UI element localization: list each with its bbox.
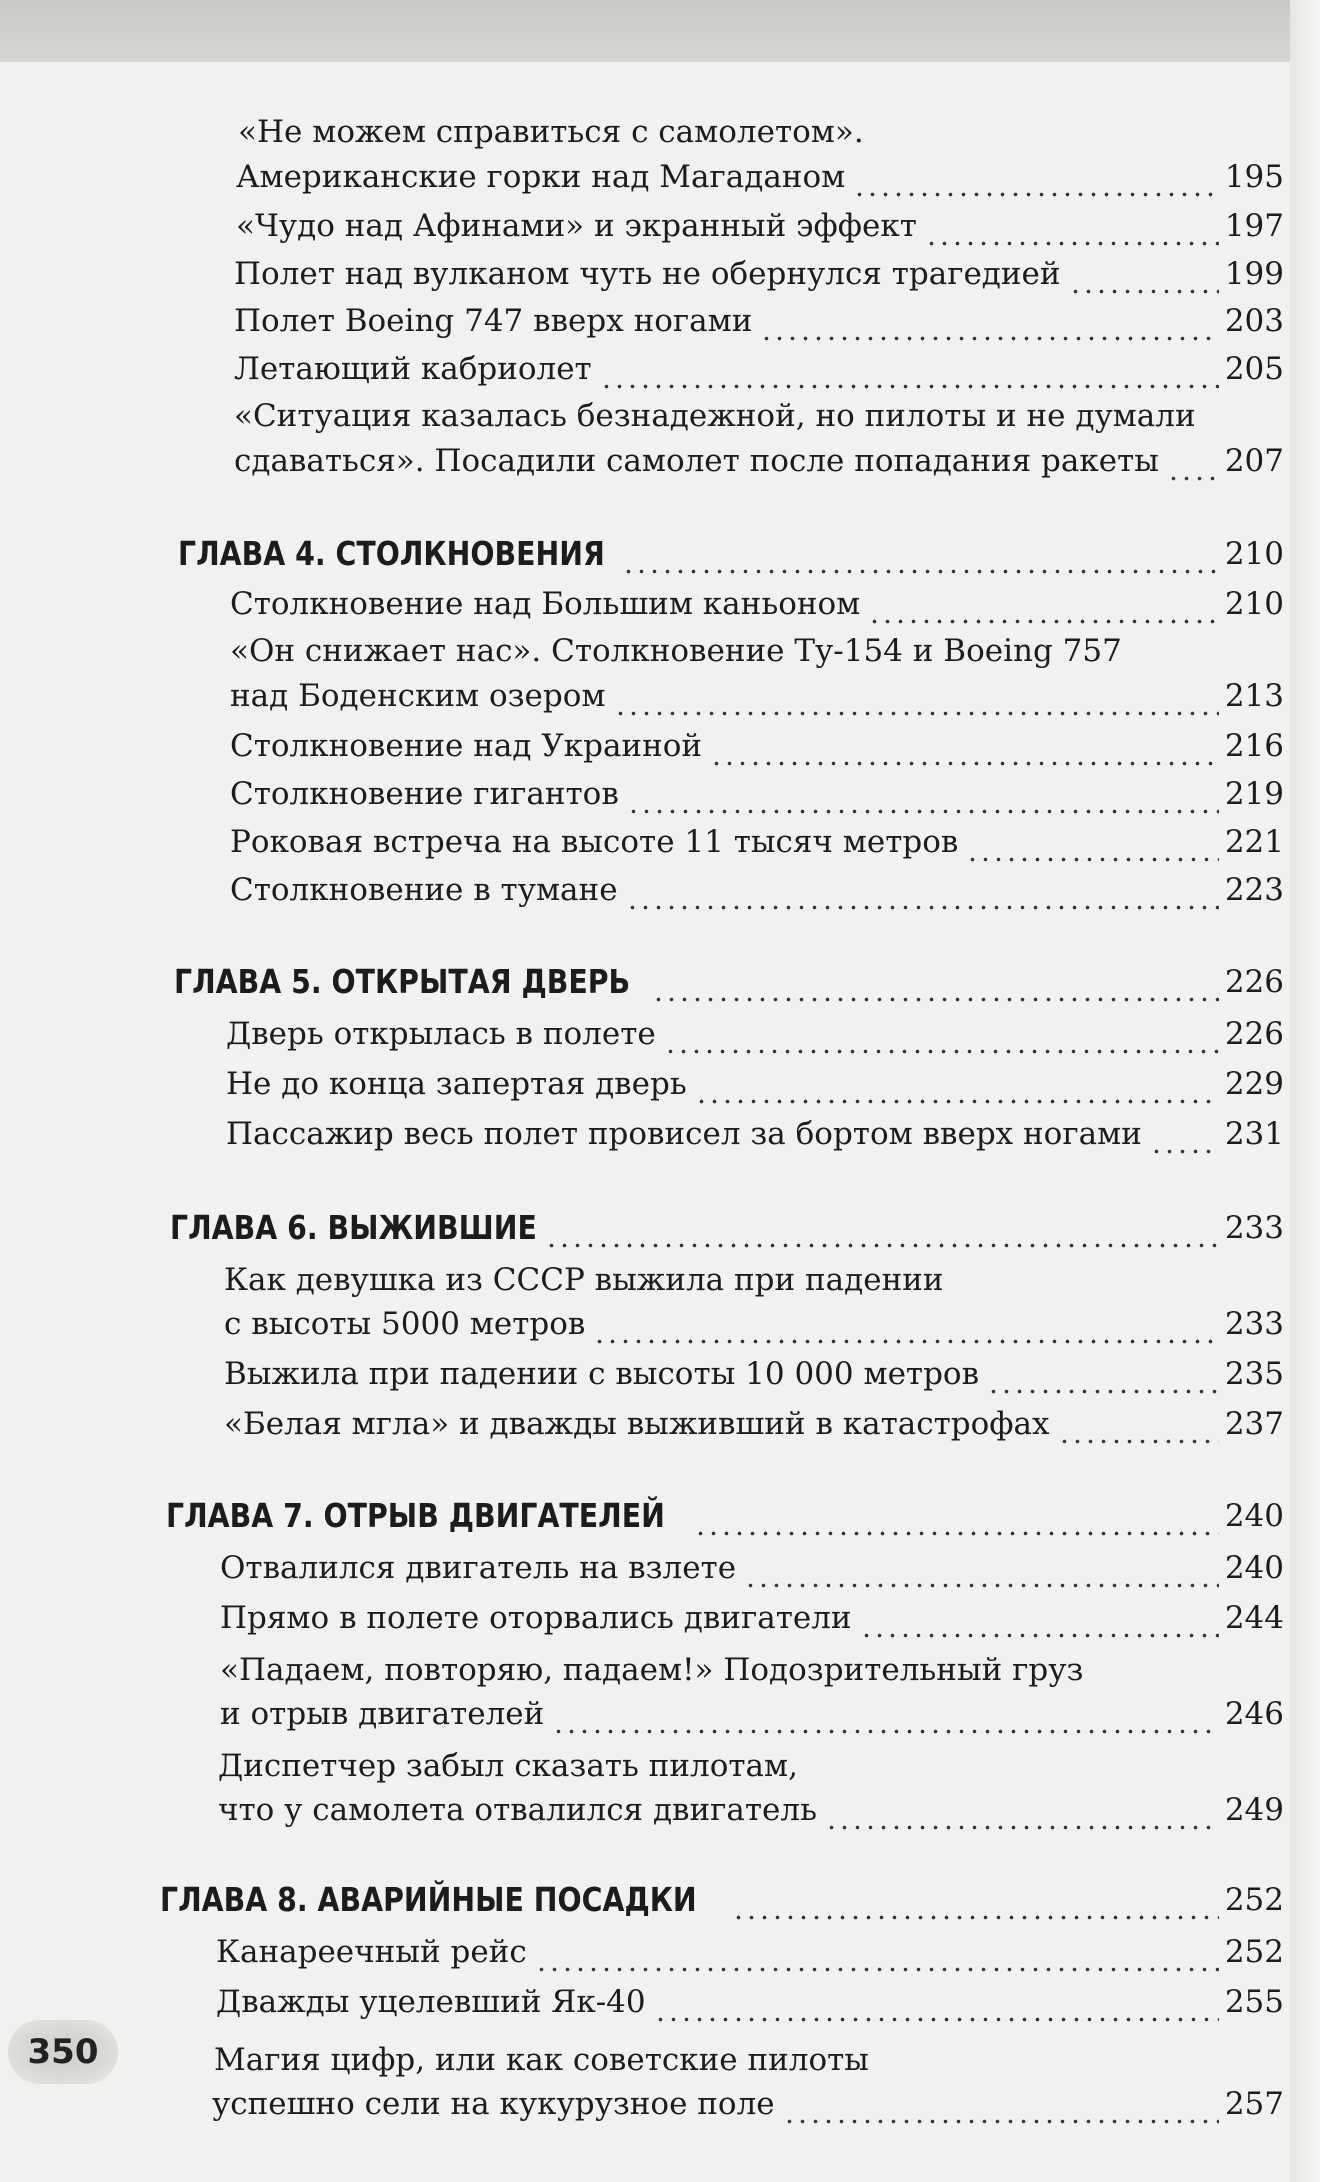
leader-dots bbox=[552, 1690, 1219, 1738]
toc-entry[interactable] bbox=[224, 1350, 1284, 1398]
toc-entry-page: 226 bbox=[1224, 1016, 1284, 1052]
toc-entry-page: 205 bbox=[1224, 351, 1284, 387]
leader-dots bbox=[732, 1876, 1219, 1924]
toc-entry-page: 216 bbox=[1224, 728, 1284, 764]
toc-entry-title: Столкновение гигантов bbox=[230, 776, 619, 812]
leader-dots bbox=[593, 1300, 1218, 1348]
leader-dots bbox=[626, 866, 1219, 914]
toc-entry[interactable] bbox=[216, 1978, 1284, 2026]
toc-entry-page: 221 bbox=[1224, 824, 1284, 860]
toc-entry-title: и отрыв двигателей bbox=[220, 1696, 545, 1732]
leader-dots bbox=[664, 1010, 1219, 1058]
toc-entry-title: успешно сели на кукурузное поле bbox=[212, 2086, 775, 2122]
toc-entry[interactable] bbox=[230, 580, 1284, 628]
toc-entry-page: 219 bbox=[1224, 776, 1284, 812]
toc-entry[interactable] bbox=[226, 1110, 1284, 1158]
toc-entry[interactable] bbox=[218, 1786, 1284, 1834]
toc-entry-page: 249 bbox=[1224, 1792, 1284, 1828]
chapter-title: ГЛАВА 5. ОТКРЫТАЯ ДВЕРЬ bbox=[174, 962, 631, 1001]
leader-dots bbox=[853, 153, 1219, 201]
toc-entry[interactable] bbox=[220, 1594, 1284, 1642]
chapter-title: ГЛАВА 4. СТОЛКНОВЕНИЯ bbox=[178, 534, 605, 573]
toc-entry[interactable] bbox=[226, 1060, 1284, 1108]
leader-dots bbox=[622, 530, 1219, 578]
toc-entry-page: 257 bbox=[1224, 2086, 1284, 2122]
toc-entry-page: 233 bbox=[1224, 1306, 1284, 1342]
toc-entry-page: 199 bbox=[1224, 256, 1284, 292]
chapter-heading[interactable] bbox=[170, 1204, 1284, 1252]
leader-dots bbox=[1058, 1400, 1219, 1448]
leader-dots bbox=[652, 958, 1218, 1006]
chapter-page: 210 bbox=[1224, 536, 1284, 572]
leader-dots bbox=[545, 1204, 1219, 1252]
toc-entry-page: 197 bbox=[1224, 208, 1284, 244]
toc-entry-page: 255 bbox=[1224, 1984, 1284, 2020]
chapter-heading[interactable] bbox=[178, 530, 1284, 578]
toc-entry-page: 244 bbox=[1224, 1600, 1284, 1636]
toc-entry[interactable] bbox=[234, 297, 1284, 345]
leader-dots bbox=[760, 297, 1218, 345]
toc-entry-page: 246 bbox=[1224, 1696, 1284, 1732]
chapter-heading[interactable] bbox=[166, 1492, 1284, 1540]
leader-dots bbox=[744, 1544, 1219, 1592]
chapter-page: 252 bbox=[1224, 1882, 1284, 1918]
toc-entry[interactable] bbox=[236, 202, 1284, 250]
chapter-title: ГЛАВА 8. АВАРИЙНЫЕ ПОСАДКИ bbox=[160, 1880, 697, 1919]
leader-dots bbox=[695, 1060, 1219, 1108]
toc-entry-page: 213 bbox=[1224, 678, 1284, 714]
page-number: 350 bbox=[8, 2020, 118, 2084]
leader-dots bbox=[600, 345, 1219, 393]
toc-entry-page: 223 bbox=[1224, 872, 1284, 908]
toc-entry[interactable] bbox=[236, 153, 1284, 201]
toc-entry-page: 195 bbox=[1224, 159, 1284, 195]
toc-line: «Падаем, повторяю, падаем!» Подозрительный груз bbox=[220, 1652, 1084, 1688]
toc-entry[interactable] bbox=[234, 437, 1284, 485]
chapter-heading[interactable] bbox=[174, 958, 1284, 1006]
leader-dots bbox=[614, 672, 1219, 720]
chapter-heading[interactable] bbox=[160, 1876, 1284, 1924]
toc-entry[interactable] bbox=[230, 672, 1284, 720]
toc-entry[interactable] bbox=[234, 250, 1284, 298]
chapter-page: 233 bbox=[1224, 1210, 1284, 1246]
toc-entry-title: Американские горки над Магаданом bbox=[236, 159, 846, 195]
toc-entry-title: Отвалился двигатель на взлете bbox=[220, 1550, 737, 1586]
toc-entry-title: Летающий кабриолет bbox=[234, 351, 592, 387]
leader-dots bbox=[710, 722, 1219, 770]
toc-entry[interactable] bbox=[216, 1928, 1284, 1976]
toc-line: «Он снижает нас». Столкновение Ту-154 и Boeing 757 bbox=[230, 633, 1122, 669]
leader-dots bbox=[925, 202, 1219, 250]
toc-line: «Ситуация казалась безнадежной, но пилоты и не думали bbox=[234, 398, 1196, 434]
toc-line: Как девушка из СССР выжила при падении bbox=[224, 1262, 944, 1298]
leader-dots bbox=[966, 818, 1218, 866]
toc-entry-title: Роковая встреча на высоте 11 тысяч метров bbox=[230, 824, 959, 860]
page-edge bbox=[1290, 0, 1320, 2182]
leader-dots bbox=[654, 1978, 1219, 2026]
toc-line: Диспетчер забыл сказать пилотам, bbox=[218, 1748, 798, 1784]
toc-entry-title: сдаваться». Посадили самолет после попадания ракеты bbox=[234, 443, 1159, 479]
toc-entry[interactable] bbox=[220, 1690, 1284, 1738]
toc-entry-page: 207 bbox=[1224, 443, 1284, 479]
toc-entry-title: Выжила при падении с высоты 10 000 метров bbox=[224, 1356, 980, 1392]
toc-entry-title: Прямо в полете оторвались двигатели bbox=[220, 1600, 852, 1636]
leader-dots bbox=[825, 1786, 1219, 1834]
toc-entry-title: Полет над вулканом чуть не обернулся трагедией bbox=[234, 256, 1061, 292]
toc-entry[interactable] bbox=[230, 770, 1284, 818]
toc-entry-title: Дважды уцелевший Як-40 bbox=[216, 1984, 646, 2020]
chapter-page: 226 bbox=[1224, 964, 1284, 1000]
toc-entry[interactable] bbox=[230, 866, 1284, 914]
toc-entry[interactable] bbox=[224, 1300, 1284, 1348]
toc-entry[interactable] bbox=[226, 1010, 1284, 1058]
toc-entry-page: 237 bbox=[1224, 1406, 1284, 1442]
page-top-shadow bbox=[0, 0, 1292, 62]
leader-dots bbox=[694, 1492, 1219, 1540]
leader-dots bbox=[627, 770, 1219, 818]
chapter-title: ГЛАВА 6. ВЫЖИВШИЕ bbox=[170, 1208, 537, 1247]
toc-entry-page: 240 bbox=[1224, 1550, 1284, 1586]
toc-entry-title: Не до конца запертая дверь bbox=[226, 1066, 687, 1102]
toc-entry[interactable] bbox=[212, 2080, 1284, 2128]
leader-dots bbox=[535, 1928, 1219, 1976]
leader-dots bbox=[1167, 437, 1219, 485]
leader-dots bbox=[860, 1594, 1219, 1642]
toc-entry-title: что у самолета отвалился двигатель bbox=[218, 1792, 817, 1828]
toc-line: Магия цифр, или как советские пилоты bbox=[214, 2042, 869, 2078]
toc-entry[interactable] bbox=[230, 722, 1284, 770]
toc-entry[interactable] bbox=[220, 1544, 1284, 1592]
toc-entry-page: 235 bbox=[1224, 1356, 1284, 1392]
toc-entry-title: над Боденским озером bbox=[230, 678, 606, 714]
chapter-page: 240 bbox=[1224, 1498, 1284, 1534]
toc-entry[interactable] bbox=[224, 1400, 1284, 1448]
toc-entry-page: 203 bbox=[1224, 303, 1284, 339]
toc-line: «Не можем справиться с самолетом». bbox=[238, 114, 864, 150]
toc-entry-title: Полет Boeing 747 вверх ногами bbox=[234, 303, 753, 339]
chapter-title: ГЛАВА 7. ОТРЫВ ДВИГАТЕЛЕЙ bbox=[166, 1496, 665, 1535]
toc-entry-page: 229 bbox=[1224, 1066, 1284, 1102]
toc-entry-page: 252 bbox=[1224, 1934, 1284, 1970]
toc-entry-page: 210 bbox=[1224, 586, 1284, 622]
toc-entry-title: Столкновение над Украиной bbox=[230, 728, 703, 764]
toc-entry-title: Канареечный рейс bbox=[216, 1934, 527, 1970]
leader-dots bbox=[1069, 250, 1219, 298]
toc-entry-page: 231 bbox=[1224, 1116, 1284, 1152]
toc-entry-title: «Белая мгла» и дважды выживший в катастрофах bbox=[224, 1406, 1050, 1442]
toc-entry-title: Столкновение в тумане bbox=[230, 872, 618, 908]
leader-dots bbox=[1150, 1110, 1219, 1158]
leader-dots bbox=[868, 580, 1219, 628]
leader-dots bbox=[987, 1350, 1219, 1398]
toc-entry-title: «Чудо над Афинами» и экранный эффект bbox=[236, 208, 917, 244]
leader-dots bbox=[783, 2080, 1219, 2128]
toc-entry-title: Столкновение над Большим каньоном bbox=[230, 586, 861, 622]
toc-entry[interactable] bbox=[234, 345, 1284, 393]
toc-entry-title: с высоты 5000 метров bbox=[224, 1306, 586, 1342]
toc-entry-title: Дверь открылась в полете bbox=[226, 1016, 656, 1052]
toc-entry-title: Пассажир весь полет провисел за бортом вверх ногами bbox=[226, 1116, 1142, 1152]
toc-entry[interactable] bbox=[230, 818, 1284, 866]
